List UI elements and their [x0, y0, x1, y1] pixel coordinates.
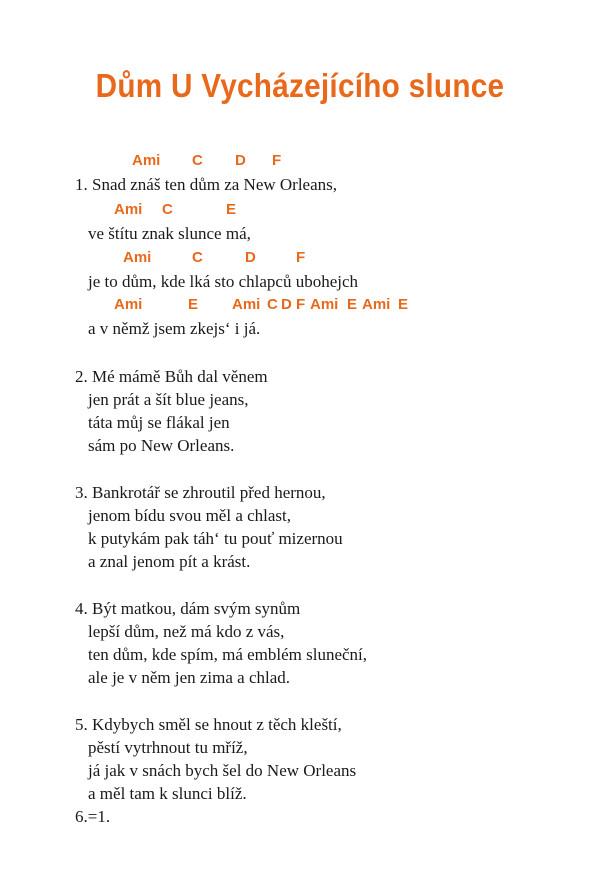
lyric-line: sám po New Orleans.	[88, 436, 235, 455]
chord: Ami	[114, 296, 143, 313]
lyric-line: 4. Být matkou, dám svým synům	[75, 599, 301, 618]
chord: C	[267, 296, 278, 313]
chord: E	[347, 296, 358, 313]
lyric-line: 1. Snad znáš ten dům za New Orleans,	[75, 175, 338, 194]
chord: Ami	[310, 296, 339, 313]
chord: E	[188, 296, 199, 313]
lyric-line: jenom bídu svou měl a chlast,	[88, 506, 292, 525]
chord: Ami	[123, 249, 152, 266]
chord: Ami	[362, 296, 391, 313]
chord-line-1	[0, 151, 600, 171]
lyric-line: táta můj se flákal jen	[88, 413, 230, 432]
chord: D	[235, 152, 246, 169]
chord: C	[162, 201, 173, 218]
chord-line-3	[0, 248, 600, 268]
lyric-line: k putykám pak táh‘ tu pouť mizernou	[88, 529, 343, 548]
chord: D	[281, 296, 292, 313]
lyric-line: 2. Mé mámě Bůh dal věnem	[75, 367, 268, 386]
chord: C	[192, 152, 203, 169]
lyric-line: ve štítu znak slunce má,	[88, 224, 251, 243]
chord: D	[245, 249, 256, 266]
lyric-line: já jak v snách bych šel do New Orleans	[88, 761, 357, 780]
chord: C	[192, 249, 203, 266]
chord-line-2	[0, 200, 600, 220]
lyric-line: 6.=1.	[75, 807, 111, 826]
lyric-line: a znal jenom pít a krást.	[88, 552, 251, 571]
lyric-line: lepší dům, než má kdo z vás,	[88, 622, 285, 641]
lyric-line: pěstí vytrhnout tu mříž,	[88, 738, 248, 757]
chord: E	[226, 201, 237, 218]
chord: F	[296, 249, 306, 266]
lyric-line: jen prát a šít blue jeans,	[88, 390, 249, 409]
chord: Ami	[132, 152, 161, 169]
chord-line-4	[0, 295, 600, 315]
lyric-line: ten dům, kde spím, má emblém sluneční,	[88, 645, 368, 664]
lyric-line: a měl tam k slunci blíž.	[88, 784, 247, 803]
lyric-line: je to dům, kde lká sto chlapců ubohejch	[88, 272, 359, 291]
lyric-line: 3. Bankrotář se zhroutil před hernou,	[75, 483, 326, 502]
lyric-line: a v němž jsem zkejs‘ i já.	[88, 319, 261, 338]
chord: F	[296, 296, 306, 313]
lyric-line: ale je v něm jen zima a chlad.	[88, 668, 291, 687]
chord: F	[272, 152, 282, 169]
chord: Ami	[232, 296, 261, 313]
song-title: Dům U Vycházejícího slunce	[95, 67, 505, 104]
chord: Ami	[114, 201, 143, 218]
lyric-line: 5. Kdybych směl se hnout z těch kleští,	[75, 715, 342, 734]
chord: E	[398, 296, 409, 313]
